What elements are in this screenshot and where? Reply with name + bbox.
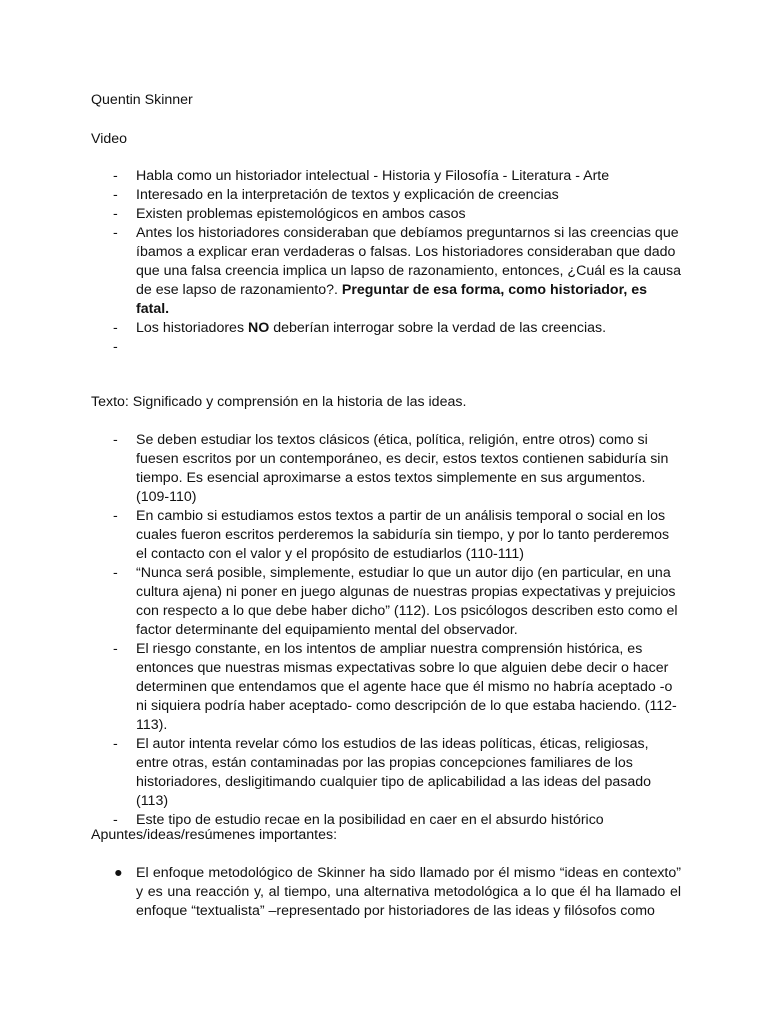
list-item xyxy=(91,431,681,507)
list-item xyxy=(91,640,681,735)
document-title: Quentin Skinner xyxy=(91,92,193,108)
video-heading: Video xyxy=(91,131,128,147)
list-item-text: El riesgo constante, en los intentos de ampliar nuestra comprensión histórica, es entonces que nuestras mismas expectativas sobre lo que alguien debe decir o hacer determinen que entendamos que el agente hace que él mismo no habría aceptado -o ni siquiera podría haber aceptado- como descripción de lo que estaba haciendo. (112-113). xyxy=(136,641,677,733)
list-item-text: Este tipo de estudio recae en la posibilidad en caer en el absurdo histórico xyxy=(136,812,604,828)
list-item xyxy=(91,205,681,224)
dash-marker: - xyxy=(113,187,118,203)
dash-marker: - xyxy=(113,339,118,355)
apuntes-list xyxy=(91,864,681,921)
list-item-text: El autor intenta revelar cómo los estudios de las ideas políticas, éticas, religiosas, entre otras, están contaminadas por las propias concepciones familiares de los historiadores, desligitimando cualquier tipo de aplicabilidad a las ideas del pasado (113) xyxy=(136,736,652,809)
apuntes-heading: Apuntes/ideas/resúmenes importantes: xyxy=(91,827,338,843)
list-item-text: Existen problemas epistemológicos en ambos casos xyxy=(136,206,466,222)
list-item xyxy=(91,319,681,338)
list-item-text: “Nunca será posible, simplemente, estudiar lo que un autor dijo (en particular, en una cultura ajena) ni poner en juego algunas de nuestras propias expectativas y prejuicios con respecto a lo que debe haber dicho” (112). Los psicólogos describen esto como el factor determinante del equipamiento mental del observador. xyxy=(136,565,678,638)
texto-list xyxy=(91,431,681,830)
dash-marker: - xyxy=(113,225,118,241)
list-item-text: En cambio si estudiamos estos textos a partir de un análisis temporal o social en los cuales fueron escritos perderemos la sabiduría sin tiempo, y por lo tanto perderemos el contacto con el valor y el propósito de estudiarlos (110-111) xyxy=(136,508,670,562)
bold-emphasis: NO xyxy=(247,320,270,336)
list-item-text-after: deberían interrogar sobre la verdad de las creencias. xyxy=(269,320,607,336)
list-item-empty xyxy=(91,338,681,357)
video-list xyxy=(91,167,681,357)
list-item-text-before: Los historiadores xyxy=(136,320,248,336)
dash-marker: - xyxy=(113,432,118,448)
list-item xyxy=(91,564,681,640)
dash-marker: - xyxy=(113,565,118,581)
list-item xyxy=(91,224,681,319)
list-item-text: El enfoque metodológico de Skinner ha sido llamado por él mismo “ideas en contexto” y es una reacción y, al tiempo, una alternativa metodológica a lo que él ha llamado el enfoque “textualista” –representado por historiadores de las ideas y filósofos como xyxy=(136,865,681,919)
dash-marker: - xyxy=(113,736,118,752)
bullet-marker: ● xyxy=(114,865,123,881)
list-item xyxy=(91,186,681,205)
list-item xyxy=(91,864,681,921)
list-item xyxy=(91,167,681,186)
texto-heading: Texto: Significado y comprensión en la historia de las ideas. xyxy=(91,394,467,410)
bold-emphasis: Preguntar de esa forma, como historiador, es fatal. xyxy=(136,282,647,317)
dash-marker: - xyxy=(113,641,118,657)
list-item-text: Antes los historiadores consideraban que debíamos preguntarnos si las creencias que íbamos a explicar eran verdaderas o falsas. Los historiadores consideraban que dado que una falsa creencia implica un lapso de razonamiento, entonces, ¿Cuál es la causa de ese lapso de razonamiento?. xyxy=(136,225,681,298)
dash-marker: - xyxy=(113,206,118,222)
list-item-text: Interesado en la interpretación de textos y explicación de creencias xyxy=(136,187,559,203)
list-item xyxy=(91,507,681,564)
dash-marker: - xyxy=(113,320,118,336)
list-item xyxy=(91,735,681,811)
dash-marker: - xyxy=(113,508,118,524)
dash-marker: - xyxy=(113,812,118,828)
dash-marker: - xyxy=(113,168,118,184)
list-item-text: Habla como un historiador intelectual - Historia y Filosofía - Literatura - Arte xyxy=(136,168,610,184)
list-item-text: Se deben estudiar los textos clásicos (ética, política, religión, entre otros) como si fuesen escritos por un contemporáneo, es decir, estos textos contienen sabiduría sin tiempo. Es esencial aproximarse a estos textos simplemente en sus argumentos. (109-110) xyxy=(136,432,669,505)
